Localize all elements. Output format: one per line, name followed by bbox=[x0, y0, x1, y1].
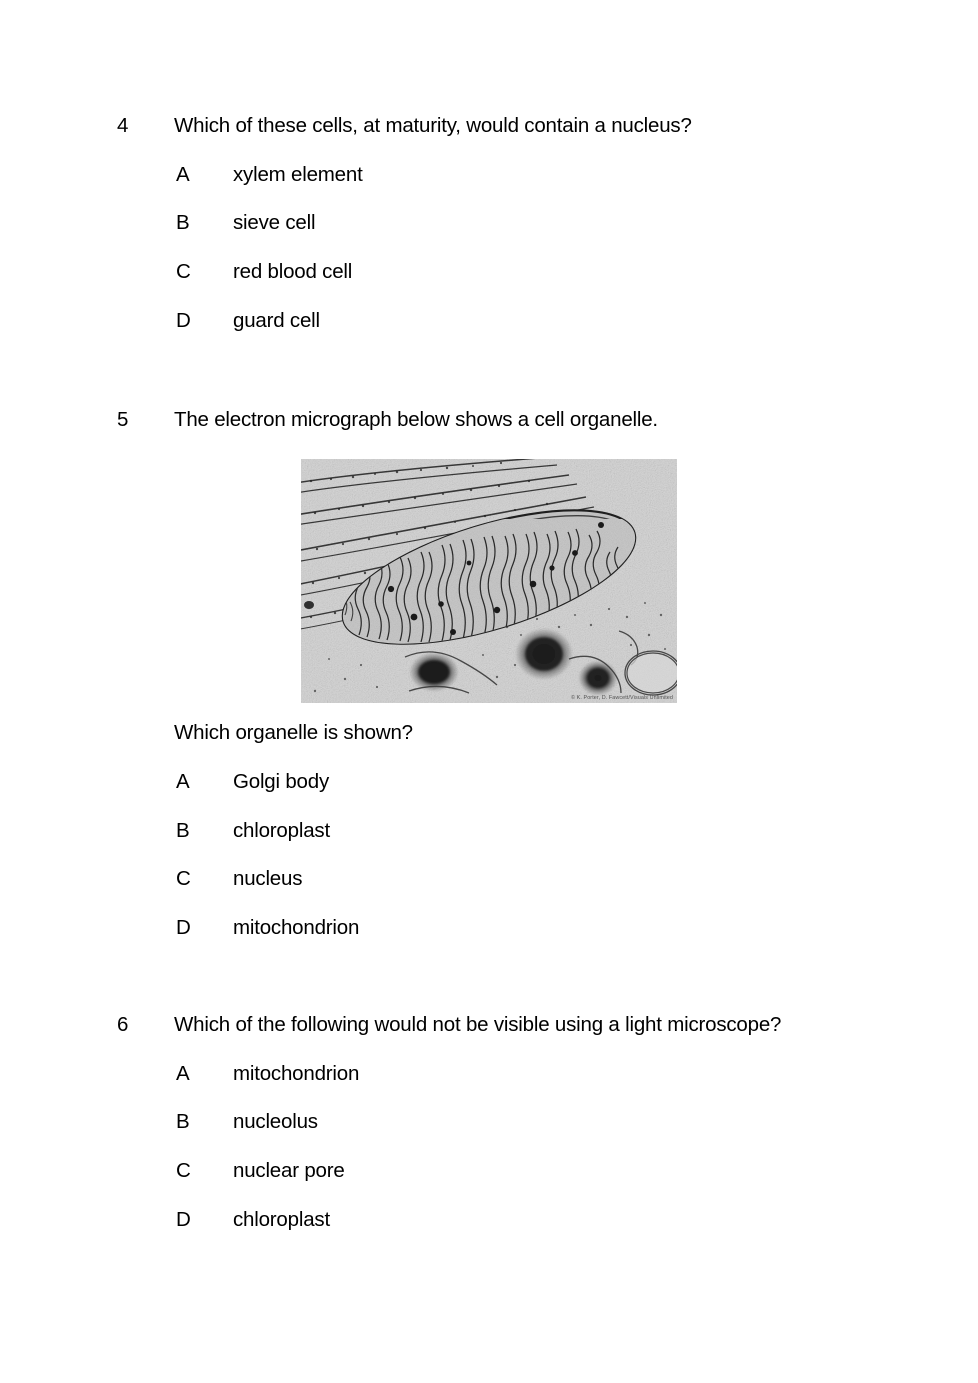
question-4-option-c[interactable] bbox=[0, 259, 978, 308]
option-letter: B bbox=[176, 1110, 190, 1134]
option-letter: C bbox=[176, 259, 191, 283]
option-text: chloroplast bbox=[233, 818, 330, 842]
question-6-option-b[interactable] bbox=[0, 1109, 978, 1158]
option-letter: B bbox=[176, 211, 190, 235]
question-6-option-a[interactable] bbox=[0, 1061, 978, 1110]
question-4-option-b[interactable] bbox=[0, 210, 978, 259]
question-5-option-b[interactable] bbox=[0, 818, 978, 867]
option-text: nuclear pore bbox=[233, 1158, 345, 1182]
option-text: mitochondrion bbox=[233, 1061, 360, 1085]
question-5-option-d[interactable] bbox=[0, 915, 978, 964]
question-6 bbox=[0, 1012, 978, 1255]
option-text: guard cell bbox=[233, 308, 320, 332]
question-5-sub-stem-text: Which organelle is shown? bbox=[174, 721, 413, 744]
question-5-number: 5 bbox=[117, 408, 129, 431]
question-5-option-c[interactable] bbox=[0, 866, 978, 915]
option-letter: C bbox=[176, 1158, 191, 1182]
option-text: nucleus bbox=[233, 867, 303, 891]
option-letter: D bbox=[176, 1207, 191, 1231]
question-4 bbox=[0, 113, 978, 356]
question-5 bbox=[0, 407, 978, 456]
option-text: nucleolus bbox=[233, 1110, 318, 1134]
option-text: Golgi body bbox=[233, 770, 330, 793]
option-letter: A bbox=[176, 162, 190, 186]
option-text: mitochondrion bbox=[233, 916, 360, 940]
question-4-stem bbox=[0, 113, 978, 162]
question-4-number: 4 bbox=[117, 114, 129, 137]
question-6-option-d[interactable] bbox=[0, 1207, 978, 1256]
option-letter: B bbox=[176, 818, 190, 842]
question-5-sub-stem bbox=[0, 720, 978, 769]
question-6-stem bbox=[0, 1012, 978, 1061]
question-5-stem-text: The electron micrograph below shows a cell organelle. bbox=[174, 408, 658, 431]
question-4-stem-text: Which of these cells, at maturity, would contain a nucleus? bbox=[174, 114, 692, 137]
option-letter: A bbox=[176, 770, 190, 793]
question-4-option-a[interactable] bbox=[0, 162, 978, 211]
question-5-option-a[interactable] bbox=[0, 769, 978, 818]
option-text: sieve cell bbox=[233, 211, 316, 235]
question-5-stem bbox=[0, 407, 978, 456]
option-text: chloroplast bbox=[233, 1207, 330, 1231]
question-4-option-d[interactable] bbox=[0, 308, 978, 357]
electron-micrograph-figure bbox=[301, 459, 677, 703]
option-letter: C bbox=[176, 867, 191, 891]
figure-credit: © K. Porter, D. Fawcett/Visuals Unlimited bbox=[570, 695, 673, 701]
option-letter: D bbox=[176, 308, 191, 332]
question-6-stem-text: Which of the following would not be visible using a light microscope? bbox=[174, 1013, 782, 1036]
question-6-number: 6 bbox=[117, 1013, 129, 1036]
option-text: xylem element bbox=[233, 162, 363, 186]
mitochondrion-micrograph-image bbox=[301, 459, 677, 703]
question-6-option-c[interactable] bbox=[0, 1158, 978, 1207]
option-letter: A bbox=[176, 1061, 190, 1085]
question-5-body bbox=[0, 720, 978, 964]
option-text: red blood cell bbox=[233, 259, 353, 283]
option-letter: D bbox=[176, 916, 191, 940]
